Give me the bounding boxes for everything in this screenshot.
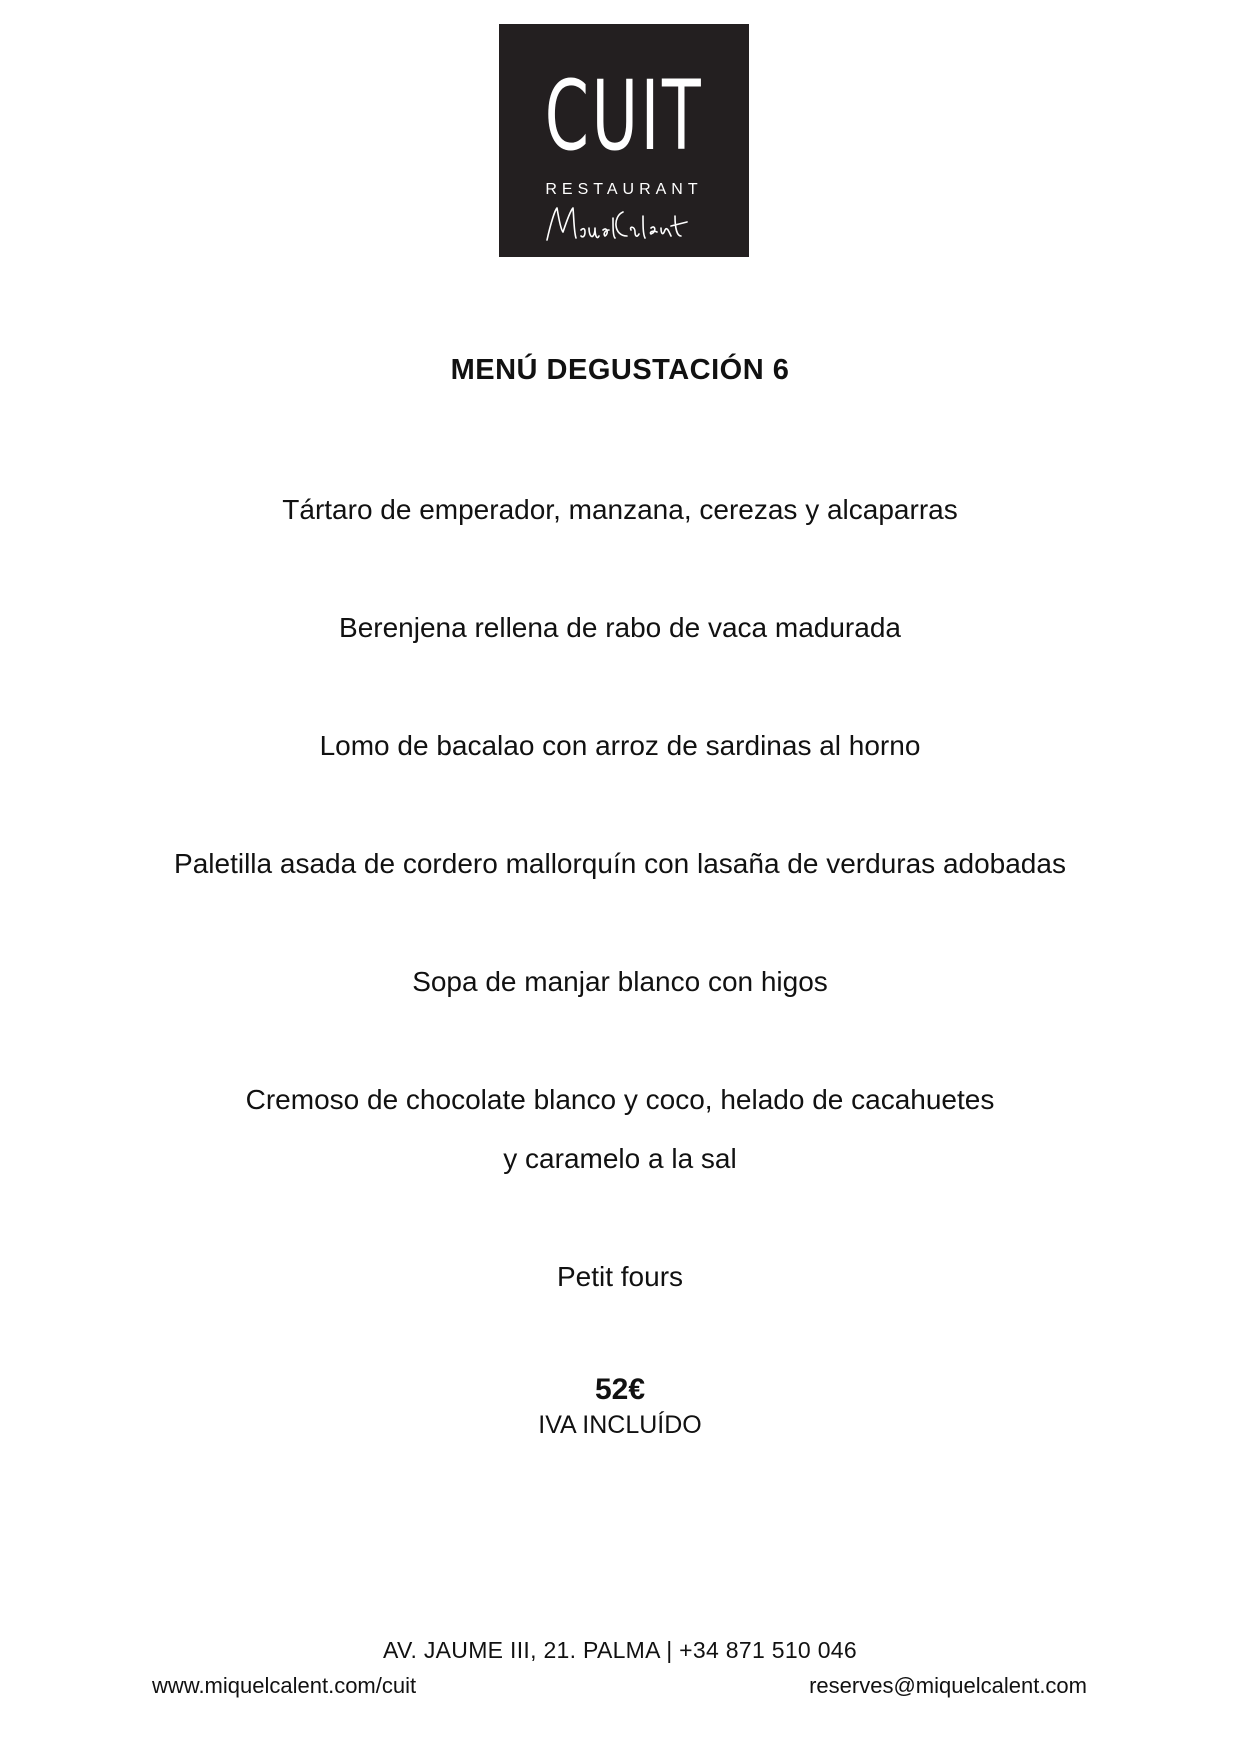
dish-item [60, 952, 1180, 1011]
dish-list [60, 480, 1180, 1365]
dish-text: Berenjena rellena de rabo de vaca madurada [339, 612, 901, 643]
logo-signature [543, 202, 707, 248]
dish-item [60, 1070, 1180, 1188]
restaurant-logo [499, 24, 749, 257]
tax-note: IVA INCLUÍDO [538, 1411, 702, 1439]
dish-item [60, 1247, 1180, 1306]
dish-text-continued: y caramelo a la sal [503, 1143, 737, 1174]
logo-wordmark: CUIT [544, 60, 704, 172]
menu-title: MENÚ DEGUSTACIÓN 6 [450, 354, 790, 386]
dish-item [60, 480, 1180, 539]
dish-item [60, 834, 1180, 893]
footer-address: AV. JAUME III, 21. PALMA | +34 871 510 046 [383, 1637, 857, 1663]
dish-text: Sopa de manjar blanco con higos [412, 966, 828, 997]
website-link[interactable]: www.miquelcalent.com/cuit [152, 1673, 417, 1698]
dish-text: Cremoso de chocolate blanco y coco, helado de cacahuetes [245, 1084, 995, 1115]
dish-text: Petit fours [556, 1261, 684, 1292]
dish-text: Paletilla asada de cordero mallorquín con lasaña de verduras adobadas [174, 848, 1066, 879]
dish-text: Lomo de bacalao con arroz de sardinas al horno [319, 730, 921, 761]
menu-price: 52€ [594, 1373, 646, 1406]
dish-text: Tártaro de emperador, manzana, cerezas y alcaparras [282, 494, 958, 525]
email-link[interactable]: reserves@miquelcalent.com [809, 1673, 1087, 1698]
dish-item [60, 598, 1180, 657]
logo-subtitle: RESTAURANT [545, 181, 703, 198]
dish-item [60, 716, 1180, 775]
